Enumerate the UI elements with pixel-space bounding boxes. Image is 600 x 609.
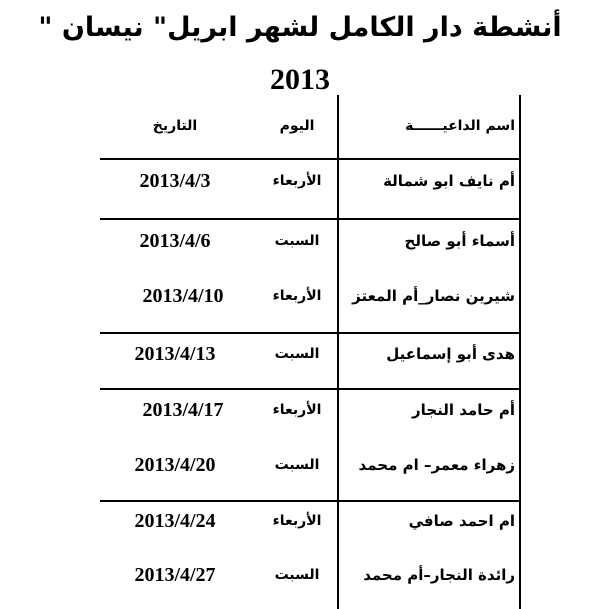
table-cell-name: هدى أبو إسماعيل	[386, 345, 515, 363]
table-cell-day: الأربعاء	[272, 173, 322, 189]
header-day: اليوم	[279, 118, 315, 134]
table-cell-date: 2013/4/24	[134, 510, 216, 532]
table-cell-name: أم نايف ابو شمالة	[383, 172, 515, 190]
table-cell-date: 2013/4/13	[134, 343, 216, 365]
table-cell-day: الأربعاء	[272, 513, 322, 529]
header-date: التاريخ	[152, 118, 198, 134]
table-cell-day: السبت	[274, 346, 320, 362]
table-cell-date: 2013/4/3	[139, 170, 211, 192]
table-cell-date: 2013/4/20	[134, 454, 216, 476]
table-cell-name: أم حامد النجار	[412, 401, 515, 419]
table-cell-name: أسماء أبو صالح	[404, 232, 515, 250]
table-cell-name: رائدة النجار–أم محمد	[363, 566, 515, 584]
row-divider	[100, 218, 520, 220]
table-cell-day: الأربعاء	[272, 288, 322, 304]
table-cell-day: السبت	[274, 233, 320, 249]
row-divider	[100, 158, 520, 160]
table-cell-day: الأربعاء	[272, 402, 322, 418]
table-cell-name: ام احمد صافي	[408, 512, 515, 530]
table-cell-name: شيرين نصار_أم المعتز	[352, 287, 515, 305]
row-divider	[100, 388, 520, 390]
table-cell-date: 2013/4/10	[142, 285, 224, 307]
row-divider	[100, 500, 520, 502]
table-cell-date: 2013/4/6	[139, 230, 211, 252]
table-cell-name: زهراء معمر– ام محمد	[358, 456, 515, 474]
table-cell-date: 2013/4/17	[142, 399, 224, 421]
header-name: اسم الداعيــــــة	[405, 118, 515, 134]
row-divider	[100, 332, 520, 334]
table-cell-date: 2013/4/27	[134, 564, 216, 586]
table-vertical-rule-right	[519, 95, 521, 609]
document-title: أنشطة دار الكامل لشهر ابريل" نيسان "	[38, 12, 562, 43]
document-year: 2013	[270, 63, 330, 96]
table-cell-day: السبت	[274, 457, 320, 473]
table-cell-day: السبت	[274, 567, 320, 583]
